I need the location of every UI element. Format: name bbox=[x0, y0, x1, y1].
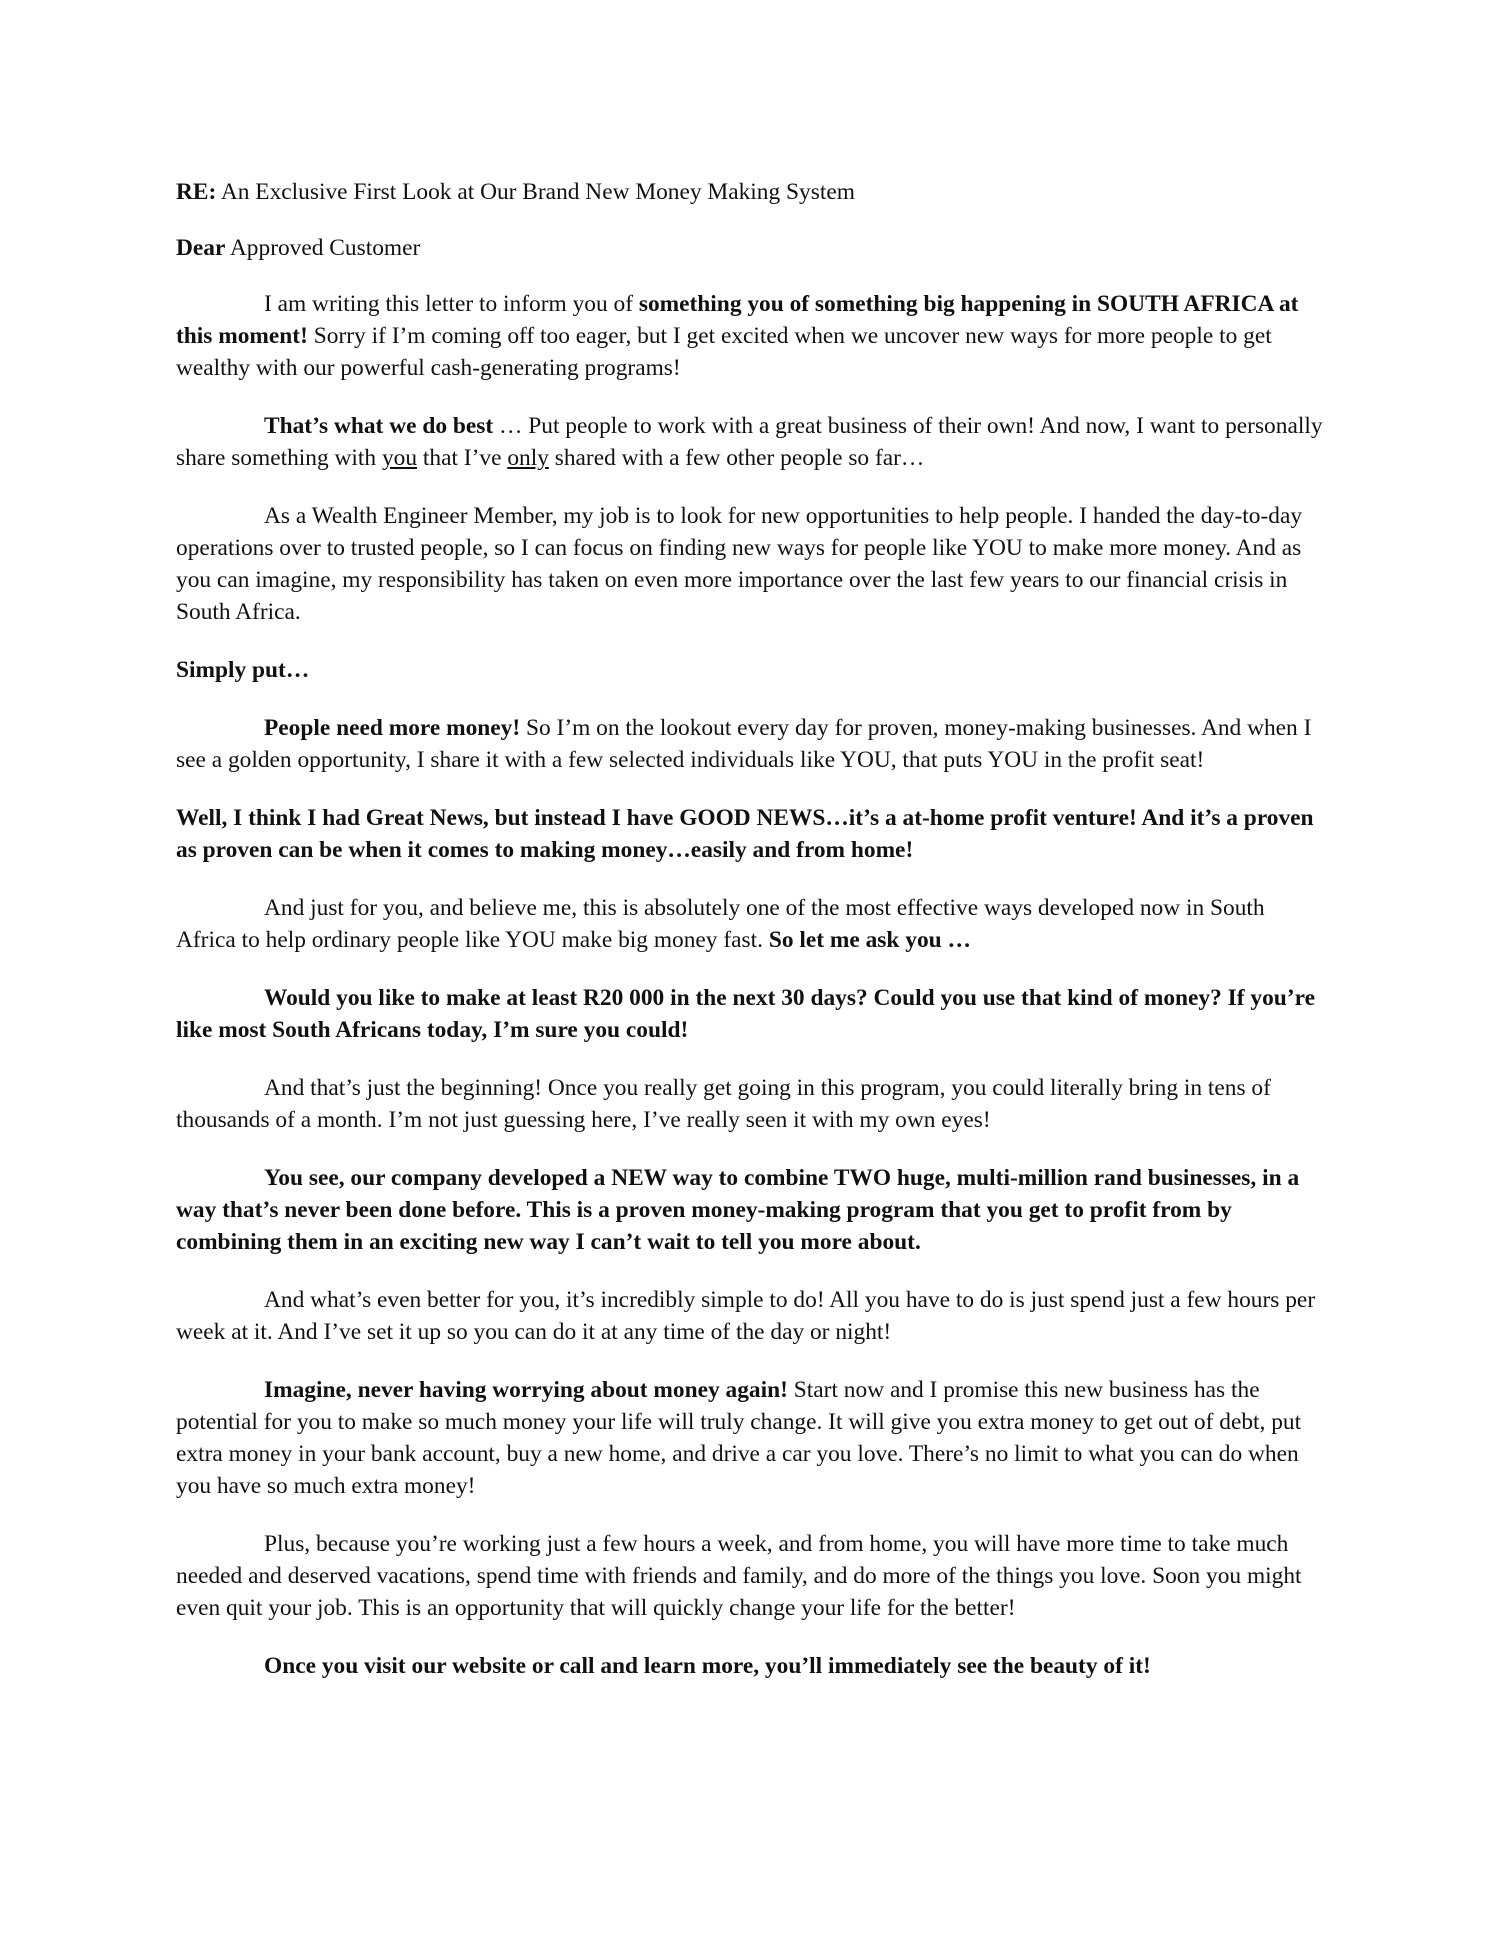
paragraph-text: I am writing this letter to inform you of bbox=[264, 291, 639, 317]
paragraph-text: As a Wealth Engineer Member, my job is to look for new opportunities to help people. I handed the day-to-day operations over to trusted people, so I can focus on finding new ways for people like YOU to make more money. And as you can imagine, my responsibility has taken on even more importance over the last few years to our financial crisis in South Africa. bbox=[176, 503, 1303, 625]
paragraph-11 bbox=[176, 1284, 1328, 1348]
paragraph-1 bbox=[176, 288, 1328, 384]
paragraph-bold-text: Well, I think I had Great News, but instead I have GOOD NEWS…it’s a at-home profit venture! And it’s a proven as proven can be when it comes to making money…easily and from home! bbox=[176, 805, 1314, 863]
salutation-name: Approved Customer bbox=[225, 235, 421, 261]
salutation-label: Dear bbox=[176, 235, 226, 261]
paragraph-3 bbox=[176, 500, 1328, 628]
paragraph-bold-text: You see, our company developed a NEW way to combine TWO huge, multi-million rand businesses, in a way that’s never been done before. This is a proven money-making program that you get to profit from by combining them in an exciting new way I can’t wait to tell you more about. bbox=[176, 1165, 1300, 1255]
paragraph-10 bbox=[176, 1162, 1328, 1258]
salutation bbox=[176, 232, 1328, 264]
letter-page bbox=[176, 176, 1328, 1708]
paragraph-6 bbox=[176, 802, 1328, 866]
subject-text: An Exclusive First Look at Our Brand New Money Making System bbox=[216, 179, 855, 205]
subject-line bbox=[176, 176, 1328, 208]
paragraph-bold-text: Once you visit our website or call and learn more, you’ll immediately see the beauty of it! bbox=[264, 1653, 1151, 1679]
paragraph-bold-text: That’s what we do best bbox=[264, 413, 494, 439]
paragraph-text: And just for you, and believe me, this is absolutely one of the most effective ways developed now in South Africa to help ordinary people like YOU make big money fast. bbox=[176, 895, 1265, 953]
paragraph-14 bbox=[176, 1650, 1328, 1682]
paragraph-text: And that’s just the beginning! Once you really get going in this program, you could literally bring in tens of thousands of a month. I’m not just guessing here, I’ve really seen it with my own eyes! bbox=[176, 1075, 1271, 1133]
paragraph-text: that I’ve bbox=[417, 445, 508, 471]
paragraph-text: Sorry if I’m coming off too eager, but I get excited when we uncover new ways for more people to get wealthy with our powerful cash-generating programs! bbox=[176, 323, 1272, 381]
paragraph-8 bbox=[176, 982, 1328, 1046]
paragraph-bold-text: Simply put… bbox=[176, 657, 310, 683]
paragraph-4-heading bbox=[176, 654, 1328, 686]
paragraph-13 bbox=[176, 1528, 1328, 1624]
paragraph-text: So I’m on the lookout every day for proven, money-making businesses. And when I see a golden opportunity, I share it with a few selected individuals like YOU, that puts YOU in the profit seat! bbox=[176, 715, 1312, 773]
underlined-text: you bbox=[381, 445, 418, 471]
paragraph-9 bbox=[176, 1072, 1328, 1136]
paragraph-7 bbox=[176, 892, 1328, 956]
paragraph-text: shared with a few other people so far… bbox=[548, 445, 925, 471]
underlined-text: only bbox=[507, 445, 549, 471]
paragraph-bold-text: something you of something big happening in SOUTH AFRICA at this moment! bbox=[176, 291, 1299, 349]
paragraph-text: And what’s even better for you, it’s incredibly simple to do! All you have to do is just spend just a few hours per week at it. And I’ve set it up so you can do it at any time of the day or night! bbox=[176, 1287, 1316, 1345]
paragraph-5 bbox=[176, 712, 1328, 776]
paragraph-bold-text: People need more money! bbox=[264, 715, 521, 741]
paragraph-12 bbox=[176, 1374, 1328, 1502]
paragraph-text: Start now and I promise this new business has the potential for you to make so much money your life will truly change. It will give you extra money to get out of debt, put extra money in your bank account, buy a new home, and drive a car you love. There’s no limit to what you can do when you have so much extra money! bbox=[176, 1377, 1302, 1499]
paragraph-bold-text: So let me ask you … bbox=[768, 927, 971, 953]
paragraph-text: Plus, because you’re working just a few hours a week, and from home, you will have more time to take much needed and deserved vacations, spend time with friends and family, and do more of the things you love. Soon you might even quit your job. This is an opportunity that will quickly change your life for the better! bbox=[176, 1531, 1302, 1621]
subject-label: RE: bbox=[176, 179, 217, 205]
paragraph-text: … Put people to work with a great business of their own! And now, I want to personally share something with bbox=[176, 413, 1323, 471]
paragraph-bold-text: Would you like to make at least R20 000 in the next 30 days? Could you use that kind of money? If you’re like most South Africans today, I’m sure you could! bbox=[176, 985, 1315, 1043]
paragraph-2 bbox=[176, 410, 1328, 474]
paragraph-bold-text: Imagine, never having worrying about money again! bbox=[264, 1377, 788, 1403]
